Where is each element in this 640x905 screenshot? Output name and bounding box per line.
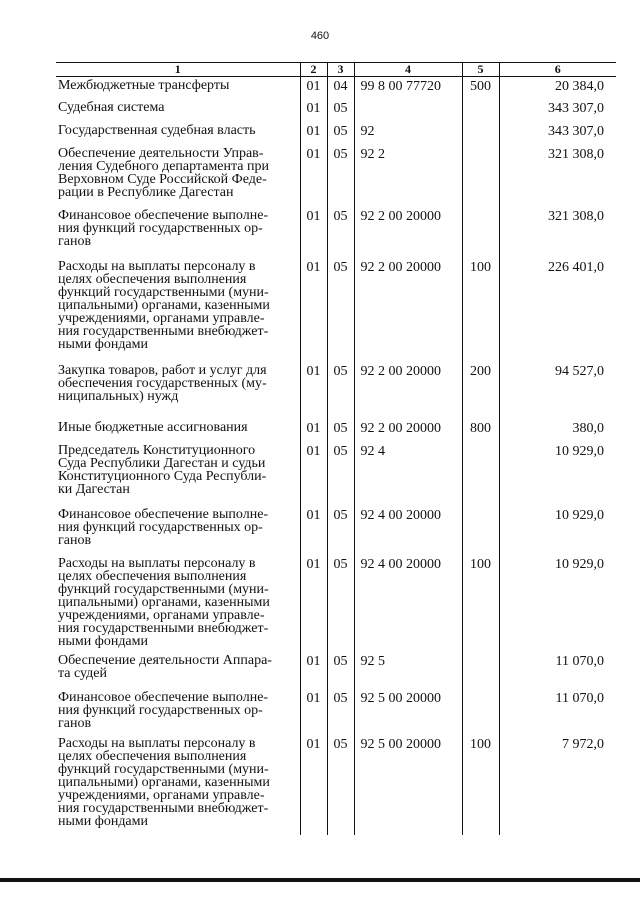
row-expense-type [462, 122, 499, 145]
row-subsection: 05 [327, 362, 354, 419]
row-target-article: 92 2 00 20000 [354, 258, 462, 362]
row-amount: 380,0 [499, 419, 616, 442]
row-expense-type [462, 689, 499, 735]
row-expense-type [462, 506, 499, 555]
column-header-2: 2 [300, 63, 327, 77]
row-section: 01 [300, 362, 327, 419]
row-section: 01 [300, 122, 327, 145]
row-name: Закупка товаров, работ и услуг для обеспечения государственных (му- ниципальных) нужд [58, 362, 267, 404]
row-amount: 343 307,0 [499, 99, 616, 122]
row-subsection: 05 [327, 122, 354, 145]
row-name: Межбюджетные трансферты [58, 78, 230, 93]
row-section: 01 [300, 258, 327, 362]
row-target-article: 92 5 00 20000 [354, 689, 462, 735]
row-subsection: 05 [327, 652, 354, 689]
row-section: 01 [300, 555, 327, 652]
row-expense-type: 500 [462, 77, 499, 99]
row-target-article: 92 5 00 20000 [354, 735, 462, 835]
row-name: Обеспечение деятельности Управ- ления Судебного департамента при Верховном Суде Российской Феде- рации в Республике Дагестан [58, 145, 269, 200]
row-subsection: 05 [327, 442, 354, 506]
table-row [56, 99, 616, 122]
row-expense-type [462, 652, 499, 689]
row-subsection: 04 [327, 77, 354, 99]
header-row [56, 63, 616, 77]
row-amount: 11 070,0 [499, 689, 616, 735]
row-expense-type: 100 [462, 258, 499, 362]
row-section: 01 [300, 99, 327, 122]
table-row [56, 145, 616, 207]
table-body [56, 77, 616, 835]
row-name: Расходы на выплаты персоналу в целях обеспечения выполнения функций государственными (муни- ципальными) органами, казенными учреждениями, органами управле- ния государственными внебюджет- ными фондами [58, 735, 270, 829]
row-target-article: 92 2 [354, 145, 462, 207]
row-target-article: 92 5 [354, 652, 462, 689]
table-row [56, 122, 616, 145]
row-name: Расходы на выплаты персоналу в целях обеспечения выполнения функций государственными (муни- ципальными) органами, казенными учреждениями, органами управле- ния государственными внебюджет- ными фондами [58, 555, 270, 649]
row-subsection: 05 [327, 419, 354, 442]
column-header-1: 1 [56, 63, 300, 77]
row-section: 01 [300, 506, 327, 555]
page-number: 460 [310, 30, 330, 42]
table-row [56, 207, 616, 258]
row-target-article: 92 2 00 20000 [354, 419, 462, 442]
row-amount: 343 307,0 [499, 122, 616, 145]
row-name: Государственная судебная власть [58, 122, 256, 138]
row-section: 01 [300, 442, 327, 506]
row-target-article: 92 [354, 122, 462, 145]
table-row [56, 555, 616, 652]
row-expense-type [462, 99, 499, 122]
row-section: 01 [300, 77, 327, 99]
row-expense-type [462, 145, 499, 207]
row-expense-type: 800 [462, 419, 499, 442]
row-section: 01 [300, 145, 327, 207]
table-row [56, 652, 616, 689]
row-amount: 20 384,0 [499, 77, 616, 99]
row-section: 01 [300, 652, 327, 689]
row-target-article [354, 99, 462, 122]
row-name: Финансовое обеспечение выполне- ния функций государственных ор- ганов [58, 207, 269, 249]
row-subsection: 05 [327, 689, 354, 735]
row-subsection: 05 [327, 735, 354, 835]
table-row [56, 506, 616, 555]
row-expense-type [462, 442, 499, 506]
row-amount: 7 972,0 [499, 735, 616, 835]
row-name: Иные бюджетные ассигнования [58, 419, 248, 435]
row-amount: 94 527,0 [499, 362, 616, 419]
table-row [56, 735, 616, 835]
row-amount: 226 401,0 [499, 258, 616, 362]
row-target-article: 99 8 00 77720 [354, 77, 462, 99]
row-subsection: 05 [327, 258, 354, 362]
row-expense-type: 100 [462, 735, 499, 835]
column-header-6: 6 [499, 63, 616, 77]
row-subsection: 05 [327, 506, 354, 555]
row-target-article: 92 4 00 20000 [354, 506, 462, 555]
table-header [56, 63, 616, 77]
table-row [56, 689, 616, 735]
table-row [56, 442, 616, 506]
row-target-article: 92 4 00 20000 [354, 555, 462, 652]
row-amount: 321 308,0 [499, 207, 616, 258]
column-header-5: 5 [462, 63, 499, 77]
row-subsection: 05 [327, 99, 354, 122]
table-row [56, 362, 616, 419]
row-subsection: 05 [327, 555, 354, 652]
row-name: Председатель Конституционного Суда Республики Дагестан и судьи Конституционного Суда Республи- ки Дагестан [58, 442, 267, 497]
table-row [56, 258, 616, 362]
row-expense-type: 200 [462, 362, 499, 419]
table-row [56, 419, 616, 442]
row-section: 01 [300, 419, 327, 442]
row-target-article: 92 2 00 20000 [354, 362, 462, 419]
row-section: 01 [300, 207, 327, 258]
row-subsection: 05 [327, 207, 354, 258]
row-amount: 10 929,0 [499, 555, 616, 652]
row-amount: 10 929,0 [499, 506, 616, 555]
table-row [56, 77, 616, 99]
row-name: Финансовое обеспечение выполне- ния функций государственных ор- ганов [58, 689, 269, 731]
budget-table [56, 62, 616, 835]
row-name: Обеспечение деятельности Аппара- та судей [58, 652, 272, 681]
row-section: 01 [300, 735, 327, 835]
bottom-rule [0, 878, 640, 882]
row-target-article: 92 2 00 20000 [354, 207, 462, 258]
column-header-4: 4 [354, 63, 462, 77]
row-name: Расходы на выплаты персоналу в целях обеспечения выполнения функций государственными (муни- ципальными) органами, казенными учреждениями, органами управле- ния государственными внебюджет- ными фондами [58, 258, 270, 352]
row-amount: 321 308,0 [499, 145, 616, 207]
row-target-article: 92 4 [354, 442, 462, 506]
row-section: 01 [300, 689, 327, 735]
row-expense-type: 100 [462, 555, 499, 652]
row-subsection: 05 [327, 145, 354, 207]
row-amount: 10 929,0 [499, 442, 616, 506]
row-expense-type [462, 207, 499, 258]
row-amount: 11 070,0 [499, 652, 616, 689]
row-name: Судебная система [58, 99, 165, 115]
column-header-3: 3 [327, 63, 354, 77]
row-name: Финансовое обеспечение выполне- ния функций государственных ор- ганов [58, 506, 269, 548]
